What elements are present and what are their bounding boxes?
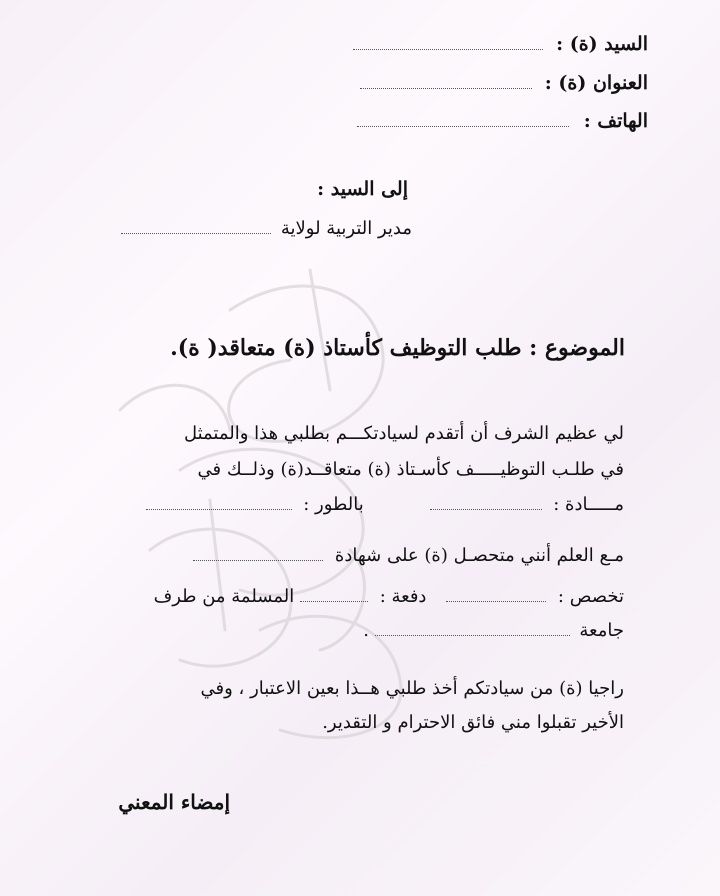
sender-name-row	[353, 33, 648, 55]
recipient-title-row	[121, 218, 412, 239]
recipient-title: مدير التربية لولاية	[280, 218, 412, 239]
subject-text: الموضوع : طلب التوظيف كأستاذ (ة) متعاقد( ة).	[170, 335, 625, 361]
university-dots	[375, 634, 570, 636]
certificate-dots	[193, 559, 323, 561]
subject-matter-label: مـــــادة :	[553, 494, 624, 515]
paragraph1-line2-text: في طلـب التوظيـــــف كأسـتاذ (ة) متعاقــد(ة) وذلــك في	[197, 459, 624, 480]
issued-by-label: المسلمة من طرف	[153, 586, 295, 607]
paragraph2-line3	[363, 620, 624, 641]
signature-row	[118, 790, 230, 814]
sender-address-row	[360, 72, 648, 94]
sender-phone-dots	[357, 125, 569, 127]
sender-address-label: العنوان (ة) :	[544, 72, 648, 94]
sender-name-dots	[353, 48, 543, 50]
sender-phone-label: الهاتف :	[583, 110, 648, 132]
paragraph1-line1	[184, 423, 624, 444]
sender-name-label: السيد (ة) :	[556, 33, 648, 55]
paragraph3-line1-text: راجيا (ة) من سيادتكم أخذ طلبي هــذا بعين الاعتبار ، وفي	[200, 678, 624, 699]
class-year-dots	[300, 600, 368, 602]
level-label: بالطور :	[303, 494, 364, 515]
paragraph1-line3	[146, 494, 624, 515]
specialty-label: تخصص :	[557, 586, 624, 607]
recipient-to-label: إلى السيد :	[317, 178, 408, 200]
paragraph1-line2	[197, 459, 624, 480]
sender-address-dots	[360, 87, 532, 89]
signature-label: إمضاء المعني	[118, 790, 230, 814]
recipient-title-dots	[121, 232, 271, 234]
class-year-label: دفعة :	[379, 586, 427, 607]
subject-matter-dots	[430, 508, 542, 510]
university-label: جامعة	[579, 620, 624, 641]
paragraph3-line2-text: الأخير تقبلوا مني فائق الاحترام و التقدير.	[322, 712, 624, 733]
sender-phone-row	[357, 110, 648, 132]
recipient-to-row	[317, 178, 408, 200]
paragraph2-line1-text: مـع العلم أنني متحصـل (ة) على شهادة	[334, 545, 624, 566]
paragraph1-line1-text: لي عظيم الشرف أن أتقدم لسيادتكـــم بطلبي هذا والمتمثل	[183, 423, 624, 444]
paragraph3-line1	[201, 678, 624, 699]
specialty-dots	[446, 600, 546, 602]
paragraph2-line1	[193, 545, 624, 566]
paragraph3-line2	[322, 712, 624, 733]
paragraph2-line2	[154, 586, 624, 607]
level-dots	[146, 508, 292, 510]
subject-line	[170, 335, 625, 361]
university-period: .	[363, 620, 369, 641]
